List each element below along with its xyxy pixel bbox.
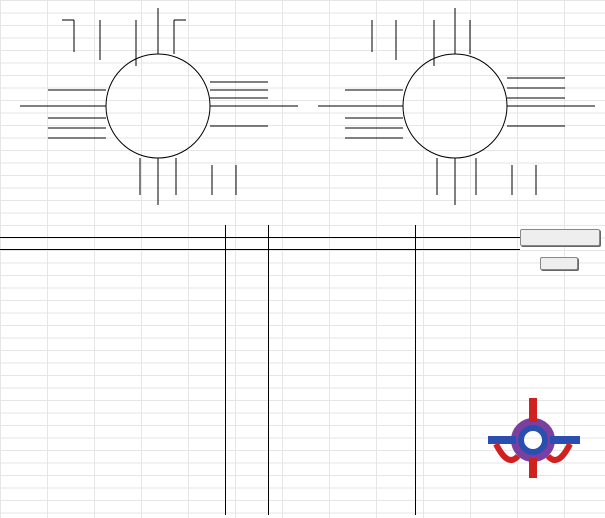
- roundabout-diagrams: [0, 0, 605, 225]
- logo: [478, 398, 593, 480]
- invoer-button[interactable]: [520, 229, 600, 246]
- separator-2: [268, 225, 269, 515]
- reset-button[interactable]: [540, 257, 578, 270]
- separator-3: [415, 225, 416, 515]
- separator-1: [225, 225, 226, 515]
- roundabout-left-circle: [106, 54, 210, 158]
- roundabout-right-circle: [403, 54, 507, 158]
- logo-roundabout-icon: [478, 398, 588, 478]
